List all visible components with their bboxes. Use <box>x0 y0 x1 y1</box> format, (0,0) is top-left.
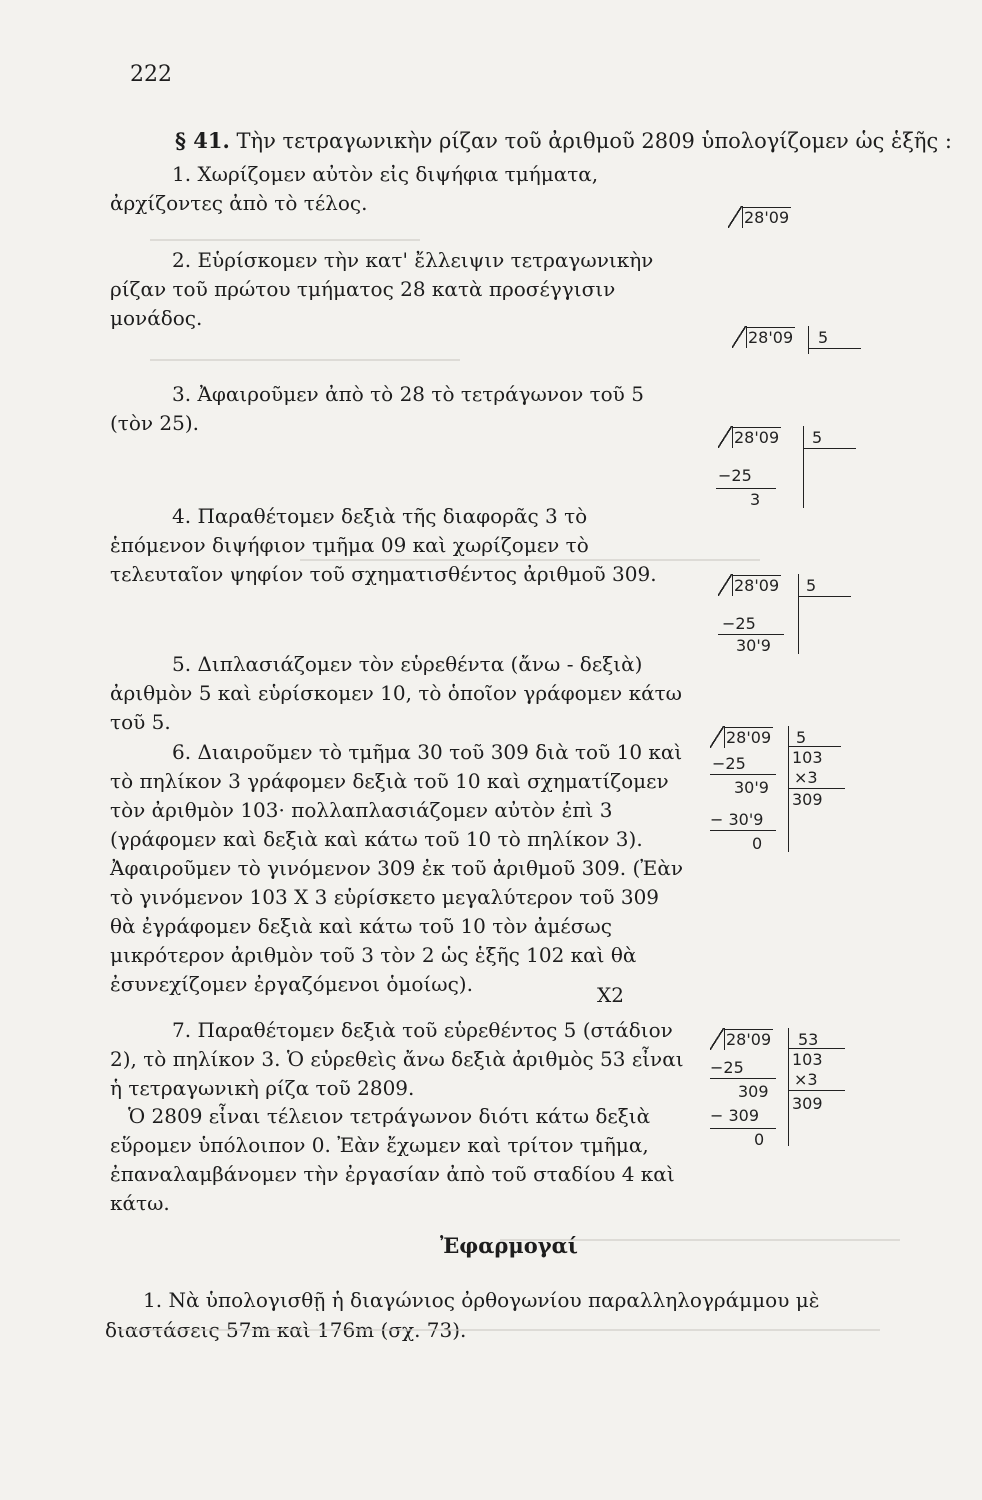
step-7: 7. Παραθέτομεν δεξιὰ τοῦ εὑρεθέντος 5 (στάδιον 2), τὸ πηλίκον 3. Ὁ εὑρεθεὶς ἄνω δεξιὰ ἀριθμὸς 53 εἶναι ἡ τετραγωνικὴ ρίζα τοῦ 2809. <box>110 1018 684 1100</box>
section-intro-text: Τὴν τετραγωνικὴν ρίζαν τοῦ ἀριθμοῦ 2809 ὑπολογίζομεν ὡς ἑξῆς : <box>236 129 952 153</box>
radical-28-09: 28'09 <box>718 428 781 447</box>
remainder-0: 0 <box>754 1130 765 1149</box>
root-final: 53 <box>798 1030 819 1049</box>
subtract-25: −25 <box>718 466 752 485</box>
step-3: 3. Ἀφαιροῦμεν ἀπὸ τὸ 28 τὸ τετράγωνον τοῦ 5 (τὸν 25). <box>110 382 644 435</box>
difference-3: 3 <box>750 490 761 509</box>
step-6: 6. Διαιροῦμεν τὸ τμῆμα 30 τοῦ 309 διὰ τοῦ 10 καὶ τὸ πηλίκον 3 γράφομεν δεξιὰ τοῦ 10 καὶ σχηματίζομεν τὸν ἀριθμὸν 103· πολλαπλασιάζομεν αὐτὸν ἐπὶ 3 (γράφομεν καὶ δεξιὰ καὶ κάτω τοῦ 10 τὸ πηλίκον 3). Ἀφαιροῦμεν τὸ γινόμενον 309 ἐκ τοῦ ἀριθμοῦ 309. (Ἐὰν τὸ γινόμενον 103 X 3 εὑρίσκετο μεγαλύτερον τοῦ 309 θὰ ἐγράφομεν δεξιὰ καὶ κάτω τοῦ 10 τὸν ἀμέσως μικρότερον ἀριθμὸν τοῦ 3 τὸν 2 ὡς ἑξῆς 102 καὶ θὰ ἐσυνεχίζομεν ἐργαζόμενοι ὁμοίως). <box>110 740 684 996</box>
radical-28-09: 28'09 <box>728 208 791 227</box>
root-digit: 5 <box>818 328 829 347</box>
applications-heading: Ἐφαρμογαί <box>440 1233 578 1258</box>
number-309: 309 <box>738 1082 769 1101</box>
exercise-1: 1. Νὰ ὑπολογισθῇ ἡ διαγώνιος ὀρθογωνίου παραλληλογράμμου μὲ διαστάσεις 57m καὶ 176m (σχ. 73). <box>105 1288 820 1342</box>
multiply-3: ×3 <box>794 1070 818 1089</box>
remainder-0: 0 <box>752 834 763 853</box>
trial-divisor: 103 <box>792 748 823 767</box>
number-30-9: 30'9 <box>736 636 771 655</box>
radical-28-09: 28'09 <box>718 576 781 595</box>
subtract-309: − 309 <box>710 1106 760 1125</box>
closing-paragraph: Ὁ 2809 εἶναι τέλειον τετράγωνον διότι κάτω δεξιὰ εὕρομεν ὑπόλοιπον 0. Ἐὰν ἔχωμεν καὶ τρίτον τμῆμα, ἐπαναλαμβάνομεν τὴν ἐργασίαν ἀπὸ τοῦ σταδίου 4 καὶ κάτω. <box>110 1104 675 1215</box>
subtract-25: −25 <box>710 1058 744 1077</box>
page-number: 222 <box>130 62 172 87</box>
step-2: 2. Εὑρίσκομεν τὴν κατ' ἔλλειψιν τετραγωνικὴν ρίζαν τοῦ πρώτου τμήματος 28 κατὰ προσέγγισιν μονάδος. <box>110 248 654 330</box>
radical-28-09: 28'09 <box>710 1030 773 1049</box>
x2-note: X2 <box>597 983 624 1007</box>
root-digit: 5 <box>806 576 817 595</box>
trial-divisor: 103 <box>792 1050 823 1069</box>
number-30-9: 30'9 <box>734 778 769 797</box>
step-5: 5. Διπλασιάζομεν τὸν εὑρεθέντα (ἄνω - δεξιὰ) ἀριθμὸν 5 καὶ εὑρίσκομεν 10, τὸ ὁποῖον γράφομεν κάτω τοῦ 5. <box>110 652 682 734</box>
subtract-30-9: − 30'9 <box>710 810 764 829</box>
step-4: 4. Παραθέτομεν δεξιὰ τῆς διαφορᾶς 3 τὸ ἑπόμενον διψήφιον τμῆμα 09 καὶ χωρίζομεν τὸ τελευταῖον ψηφίον τοῦ σχηματισθέντος ἀριθμοῦ 309. <box>110 504 657 586</box>
section-intro <box>175 128 952 153</box>
product-309: 309 <box>792 790 823 809</box>
subtract-25: −25 <box>712 754 746 773</box>
subtract-25: −25 <box>722 614 756 633</box>
radical-28-09: 28'09 <box>710 728 773 747</box>
multiply-3: ×3 <box>794 768 818 787</box>
root-digit: 5 <box>796 728 807 747</box>
section-label: § 41. <box>175 128 230 153</box>
root-digit: 5 <box>812 428 823 447</box>
radical-28-09: 28'09 <box>732 328 795 347</box>
step-1: 1. Χωρίζομεν αὐτὸν εἰς διψήφια τμήματα, ἀρχίζοντες ἀπὸ τὸ τέλος. <box>110 162 599 215</box>
product-309: 309 <box>792 1094 823 1113</box>
